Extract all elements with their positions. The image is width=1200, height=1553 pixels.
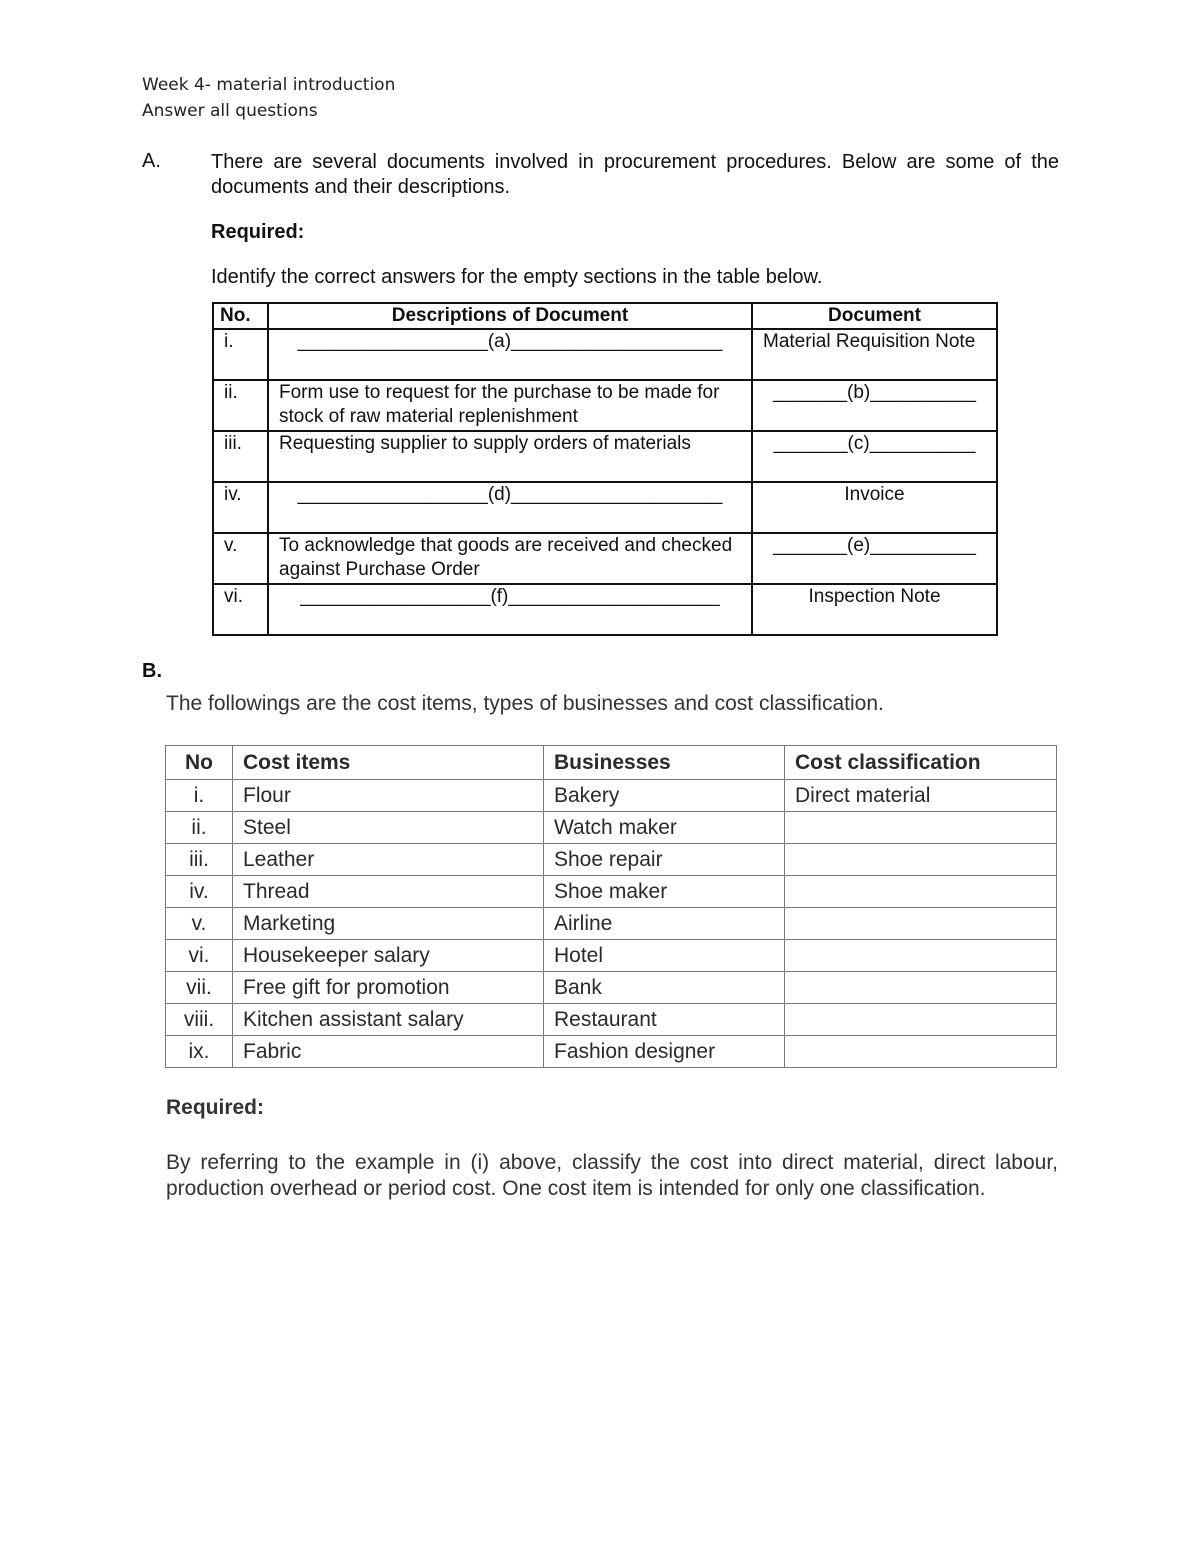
- row-business: Airline: [544, 908, 785, 940]
- row-no: v.: [166, 908, 233, 940]
- header-description: Descriptions of Document: [268, 303, 752, 329]
- header-cost-classification: Cost classification: [785, 746, 1057, 780]
- row-document: _______(e)__________: [752, 533, 997, 584]
- table-row: [166, 908, 1057, 940]
- row-classification: [785, 1036, 1057, 1068]
- row-no: ix.: [166, 1036, 233, 1068]
- row-business: Watch maker: [544, 812, 785, 844]
- table-row: [213, 584, 997, 635]
- row-classification: [785, 844, 1057, 876]
- documents-table: [212, 302, 998, 636]
- row-no: i.: [213, 329, 268, 380]
- row-no: vi.: [213, 584, 268, 635]
- table-row: [213, 533, 997, 584]
- row-classification: [785, 876, 1057, 908]
- row-cost-item: Flour: [233, 780, 544, 812]
- row-business: Restaurant: [544, 1004, 785, 1036]
- table-row: [166, 972, 1057, 1004]
- row-business: Shoe maker: [544, 876, 785, 908]
- row-classification: [785, 1004, 1057, 1036]
- row-document: Inspection Note: [752, 584, 997, 635]
- row-business: Fashion designer: [544, 1036, 785, 1068]
- table-header-row: [166, 746, 1057, 780]
- row-cost-item: Thread: [233, 876, 544, 908]
- row-document: Invoice: [752, 482, 997, 533]
- row-no: v.: [213, 533, 268, 584]
- header-no: No: [166, 746, 233, 780]
- row-cost-item: Steel: [233, 812, 544, 844]
- row-no: i.: [166, 780, 233, 812]
- row-description: Requesting supplier to supply orders of materials: [268, 431, 752, 482]
- row-classification: [785, 812, 1057, 844]
- row-no: viii.: [166, 1004, 233, 1036]
- week-title: Week 4- material introduction: [142, 75, 396, 95]
- row-description: __________________(d)____________________: [268, 482, 752, 533]
- section-a-instruction: Identify the correct answers for the empty sections in the table below.: [211, 266, 823, 288]
- row-no: iv.: [213, 482, 268, 533]
- cost-table: [165, 745, 1057, 1068]
- row-description: __________________(f)____________________: [268, 584, 752, 635]
- table-header-row: [213, 303, 997, 329]
- row-cost-item: Marketing: [233, 908, 544, 940]
- row-business: Bakery: [544, 780, 785, 812]
- section-b-intro: The followings are the cost items, types of businesses and cost classification.: [166, 692, 884, 715]
- row-no: iii.: [166, 844, 233, 876]
- header-cost-items: Cost items: [233, 746, 544, 780]
- row-document: _______(b)__________: [752, 380, 997, 431]
- table-row: [166, 844, 1057, 876]
- row-no: vi.: [166, 940, 233, 972]
- row-description: To acknowledge that goods are received and checked against Purchase Order: [268, 533, 752, 584]
- row-document: _______(c)__________: [752, 431, 997, 482]
- row-business: Bank: [544, 972, 785, 1004]
- header-businesses: Businesses: [544, 746, 785, 780]
- table-row: [213, 329, 997, 380]
- row-cost-item: Free gift for promotion: [233, 972, 544, 1004]
- table-row: [166, 780, 1057, 812]
- row-classification: [785, 972, 1057, 1004]
- table-row: [166, 876, 1057, 908]
- section-a-label: A.: [142, 150, 161, 172]
- row-cost-item: Housekeeper salary: [233, 940, 544, 972]
- section-b-instruction: By referring to the example in (i) above, classify the cost into direct material, direct labour, production overhead or period cost. One cost item is intended for only one classification.: [166, 1151, 1058, 1200]
- table-row: [213, 380, 997, 431]
- header-no: No.: [213, 303, 268, 329]
- section-a-required: Required:: [211, 221, 305, 243]
- row-no: vii.: [166, 972, 233, 1004]
- row-business: Shoe repair: [544, 844, 785, 876]
- section-b-required: Required:: [166, 1096, 265, 1119]
- row-classification: Direct material: [785, 780, 1057, 812]
- table-row: [213, 482, 997, 533]
- table-row: [166, 940, 1057, 972]
- row-no: iv.: [166, 876, 233, 908]
- table-row: [166, 812, 1057, 844]
- header-document: Document: [752, 303, 997, 329]
- instructions-line: Answer all questions: [142, 101, 318, 121]
- row-no: ii.: [166, 812, 233, 844]
- row-description: Form use to request for the purchase to be made for stock of raw material replenishment: [268, 380, 752, 431]
- table-row: [166, 1036, 1057, 1068]
- row-cost-item: Leather: [233, 844, 544, 876]
- row-document: Material Requisition Note: [752, 329, 997, 380]
- table-row: [213, 431, 997, 482]
- row-no: iii.: [213, 431, 268, 482]
- table-row: [166, 1004, 1057, 1036]
- row-classification: [785, 908, 1057, 940]
- row-description: __________________(a)____________________: [268, 329, 752, 380]
- row-no: ii.: [213, 380, 268, 431]
- document-header: [142, 72, 395, 124]
- row-business: Hotel: [544, 940, 785, 972]
- row-cost-item: Fabric: [233, 1036, 544, 1068]
- row-classification: [785, 940, 1057, 972]
- section-b-label: B.: [142, 660, 162, 682]
- section-a-intro: There are several documents involved in procurement procedures. Below are some of the documents and their descriptions.: [211, 151, 1059, 198]
- row-cost-item: Kitchen assistant salary: [233, 1004, 544, 1036]
